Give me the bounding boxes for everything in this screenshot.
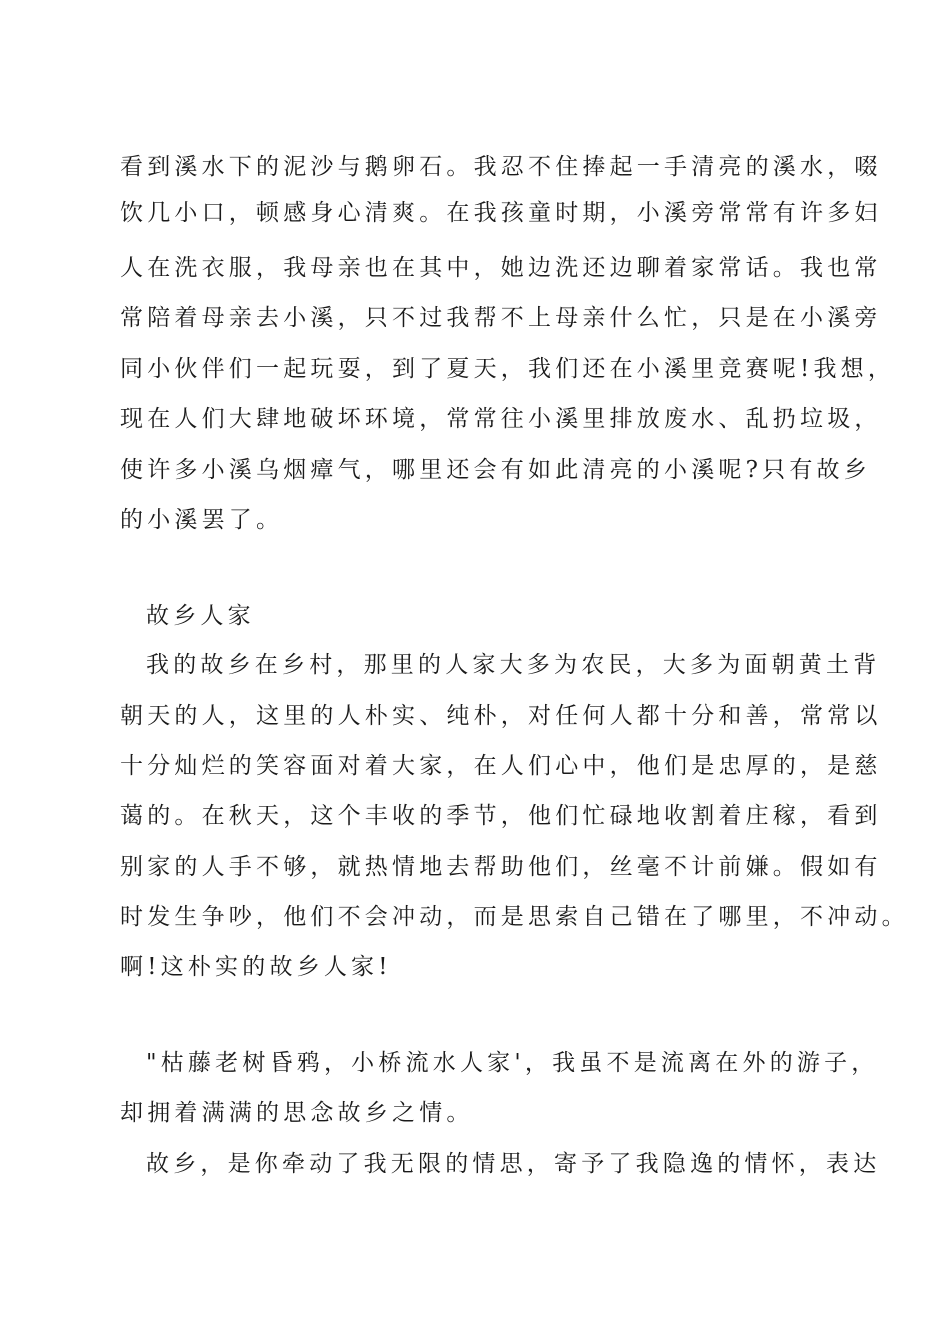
paragraph-3-line-2: 却拥着满满的思念故乡之情。 — [120, 1100, 474, 1126]
paragraph-2-line-1: 我的故乡在乡村，那里的人家大多为农民，大多为面朝黄土背 — [146, 652, 881, 678]
section-heading: 故乡人家 — [146, 603, 255, 629]
paragraph-2-line-4: 蔼的。在秋天，这个丰收的季节，他们忙碌地收割着庄稼，看到 — [120, 803, 882, 829]
paragraph-4-line-1: 故乡，是你牵动了我无限的情思，寄予了我隐逸的情怀，表达 — [146, 1151, 881, 1177]
paragraph-1-line-7: 使许多小溪乌烟瘴气，哪里还会有如此清亮的小溪呢?只有故乡 — [120, 457, 871, 483]
paragraph-1-line-4: 常陪着母亲去小溪，只不过我帮不上母亲什么忙，只是在小溪旁 — [120, 305, 882, 331]
paragraph-2-line-5: 别家的人手不够，就热情地去帮助他们，丝毫不计前嫌。假如有 — [120, 854, 882, 880]
paragraph-1-line-1: 看到溪水下的泥沙与鹅卵石。我忍不住捧起一手清亮的溪水，啜 — [120, 154, 882, 180]
paragraph-3-line-1: "枯藤老树昏鸦，小桥流水人家'，我虽不是流离在外的游子， — [146, 1050, 879, 1076]
paragraph-1-line-5: 同小伙伴们一起玩耍，到了夏天，我们还在小溪里竞赛呢!我想， — [120, 356, 896, 382]
paragraph-1-line-6: 现在人们大肆地破坏环境，常常往小溪里排放废水、乱扔垃圾， — [120, 406, 882, 432]
paragraph-2-line-6: 时发生争吵，他们不会冲动，而是思索自己错在了哪里，不冲动。 — [120, 904, 909, 930]
paragraph-2-line-7: 啊!这朴实的故乡人家! — [120, 954, 392, 980]
paragraph-2-line-2: 朝天的人，这里的人朴实、纯朴，对任何人都十分和善，常常以 — [120, 703, 882, 729]
paragraph-1-line-8: 的小溪罢了。 — [120, 507, 284, 533]
paragraph-2-line-3: 十分灿烂的笑容面对着大家，在人们心中，他们是忠厚的，是慈 — [120, 753, 882, 779]
paragraph-1-line-3: 人在洗衣服，我母亲也在其中，她边洗还边聊着家常话。我也常 — [120, 255, 882, 281]
paragraph-1-line-2: 饮几小口，顿感身心清爽。在我孩童时期，小溪旁常常有许多妇 — [120, 200, 882, 226]
